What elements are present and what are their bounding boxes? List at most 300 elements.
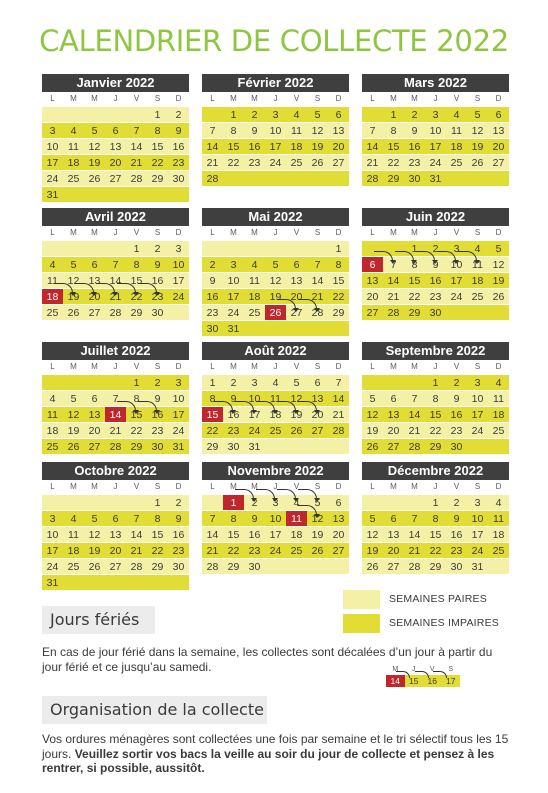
day-cell: 20: [492, 141, 505, 153]
day-cell: 26: [67, 307, 80, 319]
week-row: [362, 494, 509, 510]
day-cell: 7: [314, 259, 321, 271]
week-row: [362, 154, 509, 170]
day-cell: 24: [172, 291, 185, 303]
day-cell: [105, 107, 126, 123]
weekday-label: D: [175, 482, 182, 491]
day-cell: 12: [67, 275, 80, 287]
weekday-label: D: [335, 94, 342, 103]
weekday-label: J: [433, 94, 438, 103]
day-cell: 19: [311, 529, 324, 541]
week-row: [202, 422, 349, 438]
day-cell: 23: [450, 425, 463, 437]
day-cell: 25: [46, 307, 59, 319]
mini-weekday-label: V: [429, 666, 435, 673]
day-cell: 22: [151, 545, 164, 557]
day-cell: 9: [230, 393, 237, 405]
day-cell: 24: [471, 425, 484, 437]
day-cell: 16: [429, 275, 442, 287]
week-row: [202, 256, 349, 272]
day-cell: 3: [272, 109, 279, 121]
day-cell: 11: [68, 529, 79, 541]
day-cell: 10: [46, 529, 59, 541]
day-cell: 18: [67, 545, 80, 557]
day-cell: 12: [311, 125, 324, 137]
day-cell: 14: [311, 275, 324, 287]
day-cell: 24: [450, 291, 463, 303]
weekday-label: M: [390, 228, 397, 237]
day-cell: [286, 241, 307, 257]
day-cell: [223, 171, 244, 187]
week-row: [202, 320, 349, 336]
day-cell: 5: [314, 497, 321, 509]
weekday-label: J: [113, 362, 118, 371]
day-cell: 14: [109, 275, 122, 287]
week-row: [202, 510, 349, 526]
day-cell: 10: [429, 125, 442, 137]
week-row: [202, 138, 349, 154]
day-cell: 16: [450, 529, 463, 541]
day-cell: 23: [172, 157, 185, 169]
week-row: [42, 542, 189, 558]
day-cell: 18: [290, 141, 303, 153]
day-cell: 2: [453, 377, 460, 389]
day-cell: 24: [429, 157, 442, 169]
week-row: [42, 494, 189, 510]
day-cell: 14: [105, 407, 126, 423]
day-cell: 20: [88, 425, 101, 437]
weekday-label: S: [314, 228, 321, 237]
month-calendar: [202, 74, 349, 186]
day-cell: 26: [366, 561, 379, 573]
day-cell: 10: [446, 257, 467, 273]
day-cell: [63, 495, 84, 511]
day-cell: 25: [450, 157, 463, 169]
day-cell: 20: [109, 157, 122, 169]
day-cell: 7: [335, 377, 342, 389]
day-cell: 16: [248, 141, 261, 153]
day-cell: 6: [390, 513, 397, 525]
day-cell: [265, 321, 286, 337]
day-cell: 29: [151, 561, 164, 573]
day-cell: 30: [408, 173, 421, 185]
day-cell: 4: [286, 495, 307, 511]
day-cell: [265, 241, 286, 257]
day-cell: [307, 559, 328, 575]
day-cell: 2: [175, 497, 182, 509]
weekday-label: L: [210, 94, 215, 103]
day-cell: 17: [269, 141, 282, 153]
week-row: [202, 106, 349, 122]
day-cell: 20: [109, 545, 122, 557]
day-cell: [383, 375, 404, 391]
day-cell: 5: [495, 243, 502, 255]
day-cell: 5: [70, 393, 77, 405]
day-cell: 30: [450, 441, 463, 453]
day-cell: 11: [493, 393, 504, 405]
weekday-label: L: [370, 228, 375, 237]
month-calendar: [202, 342, 349, 454]
day-cell: [328, 321, 349, 337]
day-cell: 19: [88, 157, 101, 169]
holiday-example-mini-calendar: [386, 664, 460, 687]
day-cell: 5: [474, 109, 481, 121]
day-cell: 16: [408, 141, 421, 153]
day-cell: 27: [366, 307, 379, 319]
day-cell: 2: [230, 377, 237, 389]
day-cell: 4: [251, 259, 258, 271]
day-cell: 3: [175, 377, 182, 389]
week-row: [42, 422, 189, 438]
holidays-section-title: Jours fériés: [42, 606, 155, 634]
day-cell: 5: [91, 513, 98, 525]
day-cell: 18: [67, 157, 80, 169]
month-title: Janvier 2022: [42, 74, 189, 92]
mini-day-cell: 17: [446, 676, 456, 686]
day-cell: 21: [332, 409, 345, 421]
weekday-label: S: [474, 228, 481, 237]
day-cell: [84, 495, 105, 511]
day-cell: 13: [88, 275, 101, 287]
day-cell: 21: [366, 157, 379, 169]
day-cell: 2: [154, 243, 161, 255]
day-cell: 27: [311, 425, 324, 437]
day-cell: 29: [130, 307, 143, 319]
day-cell: [467, 439, 488, 455]
week-row: [202, 526, 349, 542]
day-cell: 30: [450, 561, 463, 573]
day-cell: 3: [474, 377, 481, 389]
day-cell: 24: [248, 425, 261, 437]
weekday-label: L: [210, 362, 215, 371]
day-cell: 14: [206, 141, 219, 153]
day-cell: [265, 439, 286, 455]
day-cell: [84, 187, 105, 203]
day-cell: [362, 495, 383, 511]
month-calendar: [362, 462, 509, 574]
week-row: [362, 304, 509, 320]
day-cell: 22: [332, 291, 345, 303]
day-cell: 14: [408, 409, 421, 421]
day-cell: 9: [453, 513, 460, 525]
day-cell: 3: [49, 125, 56, 137]
day-cell: [307, 439, 328, 455]
day-cell: [488, 559, 509, 575]
weekday-label: M: [251, 94, 258, 103]
week-row: [202, 558, 349, 574]
weekday-label: V: [453, 482, 460, 491]
day-cell: 3: [432, 109, 439, 121]
day-cell: 28: [332, 425, 345, 437]
day-cell: 26: [311, 545, 324, 557]
day-cell: [404, 495, 425, 511]
day-cell: 10: [471, 513, 484, 525]
week-row: [42, 256, 189, 272]
weekday-label: S: [154, 94, 161, 103]
day-cell: [467, 305, 488, 321]
day-cell: 6: [314, 377, 321, 389]
day-cell: 12: [366, 409, 379, 421]
day-cell: [446, 305, 467, 321]
day-cell: 4: [495, 377, 502, 389]
day-cell: 30: [172, 561, 185, 573]
day-cell: 17: [172, 409, 185, 421]
legend-even-label: SEMAINES PAIRES: [389, 593, 487, 605]
weekday-label: V: [133, 482, 140, 491]
day-cell: 19: [67, 425, 80, 437]
day-cell: [63, 241, 84, 257]
weekday-header: [202, 480, 349, 494]
day-cell: [307, 321, 328, 337]
weekday-label: J: [273, 482, 278, 491]
day-cell: [63, 375, 84, 391]
weekday-label: V: [293, 482, 300, 491]
day-cell: 24: [227, 307, 240, 319]
day-cell: 22: [151, 157, 164, 169]
day-cell: 26: [366, 441, 379, 453]
weekday-label: V: [453, 228, 460, 237]
weekday-label: M: [230, 228, 237, 237]
day-cell: [105, 187, 126, 203]
weekday-label: S: [314, 482, 321, 491]
mini-day-cell: 15: [405, 675, 424, 687]
day-cell: 13: [387, 529, 400, 541]
day-cell: 19: [286, 407, 307, 423]
week-row: [42, 304, 189, 320]
weekday-label: M: [91, 362, 98, 371]
day-cell: 21: [130, 545, 143, 557]
month-calendar: [362, 208, 509, 320]
day-cell: [286, 559, 307, 575]
day-cell: 3: [49, 513, 56, 525]
week-row: [42, 390, 189, 406]
day-cell: 12: [88, 529, 101, 541]
week-row: [362, 288, 509, 304]
week-row: [202, 304, 349, 320]
day-cell: [488, 439, 509, 455]
day-cell: 18: [492, 529, 505, 541]
day-cell: 13: [366, 275, 379, 287]
day-cell: 13: [387, 409, 400, 421]
day-cell: 22: [227, 157, 240, 169]
week-row: [362, 510, 509, 526]
day-cell: 1: [432, 377, 439, 389]
day-cell: 7: [411, 513, 418, 525]
week-row: [202, 542, 349, 558]
weekday-label: V: [293, 362, 300, 371]
weekday-label: M: [411, 228, 418, 237]
weekday-label: M: [251, 228, 258, 237]
day-cell: [286, 439, 307, 455]
day-cell: 23: [450, 545, 463, 557]
month-title: Novembre 2022: [202, 462, 349, 480]
day-cell: 19: [88, 545, 101, 557]
day-cell: 4: [293, 109, 300, 121]
day-cell: 4: [272, 377, 279, 389]
day-cell: 12: [492, 259, 505, 271]
day-cell: 24: [46, 173, 59, 185]
day-cell: 11: [493, 513, 504, 525]
weekday-label: M: [91, 228, 98, 237]
day-cell: [223, 241, 244, 257]
weekday-label: M: [251, 482, 258, 491]
month-title: Août 2022: [202, 342, 349, 360]
day-cell: 7: [133, 125, 140, 137]
month-title: Février 2022: [202, 74, 349, 92]
week-row: [202, 374, 349, 390]
week-row: [42, 406, 189, 422]
day-cell: 10: [471, 393, 484, 405]
weekday-label: M: [251, 362, 258, 371]
week-row: [42, 122, 189, 138]
day-cell: 3: [175, 243, 182, 255]
day-cell: 9: [425, 257, 446, 273]
week-row: [42, 106, 189, 122]
weekday-label: V: [453, 362, 460, 371]
day-cell: 16: [172, 141, 185, 153]
day-cell: 11: [47, 409, 58, 421]
weekday-label: D: [175, 228, 182, 237]
day-cell: 21: [311, 291, 324, 303]
day-cell: 8: [154, 125, 161, 137]
legend-odd-swatch: [343, 614, 380, 633]
day-cell: 21: [387, 291, 400, 303]
weekday-label: L: [370, 362, 375, 371]
day-cell: [404, 375, 425, 391]
day-cell: 31: [471, 561, 484, 573]
day-cell: 3: [230, 259, 237, 271]
day-cell: 2: [251, 109, 258, 121]
weekday-label: V: [133, 228, 140, 237]
day-cell: [147, 187, 168, 203]
day-cell: 23: [151, 425, 164, 437]
weekday-label: L: [50, 94, 55, 103]
day-cell: 11: [451, 125, 462, 137]
weekday-label: M: [70, 362, 77, 371]
day-cell: 10: [172, 259, 185, 271]
weekday-label: S: [314, 362, 321, 371]
day-cell: 29: [332, 307, 345, 319]
day-cell: 30: [172, 173, 185, 185]
weekday-label: M: [230, 94, 237, 103]
day-cell: 9: [453, 393, 460, 405]
day-cell: [307, 241, 328, 257]
day-cell: 8: [432, 513, 439, 525]
week-row: [42, 138, 189, 154]
day-cell: 29: [130, 441, 143, 453]
day-cell: 21: [105, 289, 126, 305]
weekday-label: M: [390, 362, 397, 371]
week-row: [362, 542, 509, 558]
day-cell: 9: [411, 125, 418, 137]
day-cell: [244, 171, 265, 187]
day-cell: 27: [492, 157, 505, 169]
day-cell: 26: [88, 561, 101, 573]
day-cell: 30: [206, 323, 219, 335]
week-row: [362, 138, 509, 154]
weekday-label: J: [433, 228, 438, 237]
day-cell: 12: [269, 275, 282, 287]
day-cell: 4: [70, 125, 77, 137]
month-calendar: [42, 74, 189, 202]
day-cell: [105, 575, 126, 591]
day-cell: [105, 495, 126, 511]
day-cell: 10: [248, 393, 261, 405]
day-cell: 1: [390, 109, 397, 121]
day-cell: 10: [269, 513, 282, 525]
day-cell: 15: [151, 529, 164, 541]
week-row: [202, 154, 349, 170]
day-cell: 4: [453, 109, 460, 121]
week-row: [362, 122, 509, 138]
day-cell: 27: [387, 441, 400, 453]
day-cell: 9: [154, 259, 161, 271]
day-cell: 7: [209, 125, 216, 137]
day-cell: 6: [112, 513, 119, 525]
month-title: Juillet 2022: [42, 342, 189, 360]
day-cell: 7: [369, 125, 376, 137]
day-cell: 26: [311, 157, 324, 169]
day-cell: [362, 375, 383, 391]
day-cell: 16: [151, 275, 164, 287]
day-cell: 12: [471, 125, 484, 137]
week-row: [202, 288, 349, 304]
day-cell: 16: [248, 529, 261, 541]
day-cell: 12: [67, 409, 80, 421]
day-cell: 11: [286, 511, 307, 527]
week-row: [42, 526, 189, 542]
weekday-label: V: [293, 228, 300, 237]
month-calendar: [202, 462, 349, 574]
day-cell: 6: [495, 109, 502, 121]
week-row: [42, 438, 189, 454]
day-cell: 1: [223, 495, 244, 511]
week-row: [42, 374, 189, 390]
day-cell: 4: [474, 243, 481, 255]
week-row: [42, 154, 189, 170]
day-cell: [42, 107, 63, 123]
day-cell: 8: [133, 393, 140, 405]
week-row: [362, 106, 509, 122]
day-cell: [265, 171, 286, 187]
weekday-label: J: [113, 94, 118, 103]
day-cell: 24: [46, 561, 59, 573]
day-cell: 18: [450, 141, 463, 153]
day-cell: 14: [130, 141, 143, 153]
weekday-label: D: [175, 362, 182, 371]
weekday-label: M: [411, 362, 418, 371]
day-cell: 22: [387, 157, 400, 169]
day-cell: 31: [46, 577, 59, 589]
weekday-label: D: [175, 94, 182, 103]
day-cell: 27: [332, 545, 345, 557]
day-cell: [244, 321, 265, 337]
mini-weekday-label: S: [448, 666, 454, 673]
day-cell: 6: [335, 109, 342, 121]
week-row: [362, 374, 509, 390]
week-row: [362, 390, 509, 406]
day-cell: 24: [172, 425, 185, 437]
day-cell: 1: [133, 377, 140, 389]
day-cell: 29: [408, 307, 421, 319]
weekday-header: [42, 360, 189, 374]
day-cell: 11: [270, 393, 281, 405]
day-cell: 20: [332, 529, 345, 541]
month-calendar: [362, 342, 509, 454]
week-row: [362, 256, 509, 272]
day-cell: 6: [91, 393, 98, 405]
day-cell: 28: [109, 307, 122, 319]
